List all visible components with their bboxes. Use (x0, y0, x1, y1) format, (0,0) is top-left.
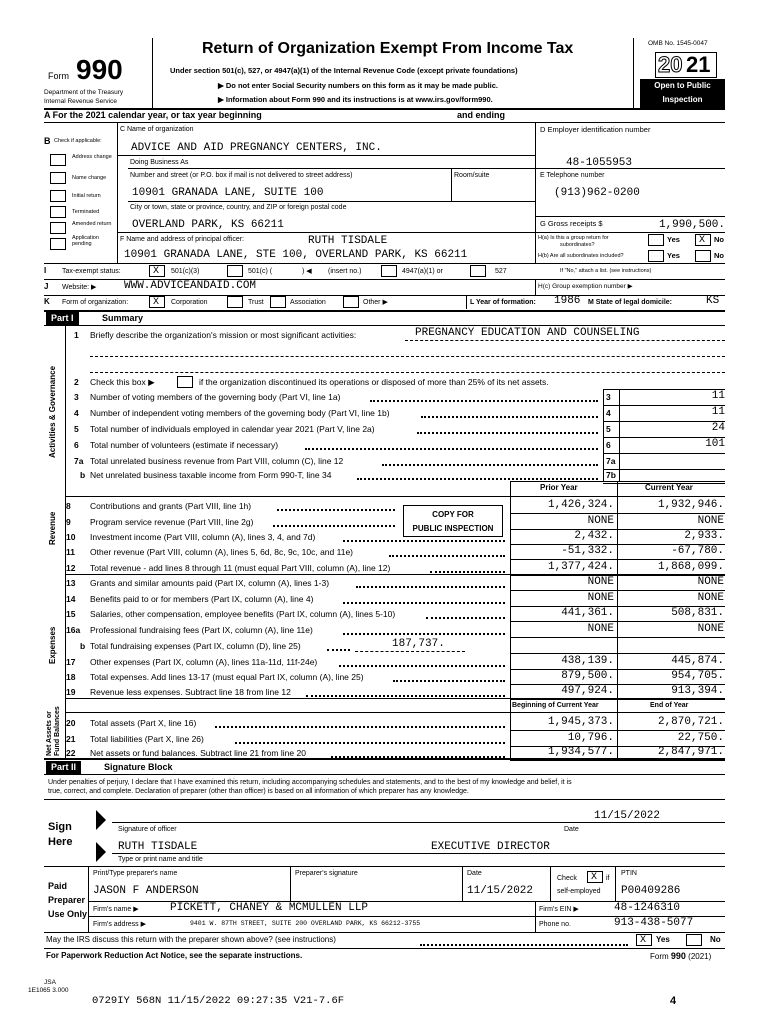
prior-year-value: 497,924. (561, 685, 614, 697)
checkbox-501c3[interactable]: X (149, 265, 165, 277)
current-year-value: 508,831. (671, 607, 724, 619)
gov-line-number: 7a (74, 456, 84, 466)
dot-leader (327, 649, 350, 651)
current-year-value: NONE (697, 515, 724, 527)
checkbox-501c[interactable] (227, 265, 243, 277)
form-subtitle: Under section 501(c), 527, or 4947(a)(1) of the Internal Revenue Code (except private foundations) (170, 66, 518, 75)
col-beginning-year: Beginning of Current Year (512, 702, 599, 709)
gov-ref: 5 (606, 424, 611, 434)
gov-ref: 4 (606, 408, 611, 418)
gov-line-text: Total number of individuals employed in calendar year 2021 (Part V, line 2a) (90, 424, 375, 434)
line-text: Program service revenue (Part VIII, line 2g) (90, 517, 254, 527)
row-rule (510, 637, 725, 638)
checkbox-association[interactable] (270, 296, 286, 308)
gov-line-number: b (80, 470, 86, 480)
row-rule (510, 559, 725, 560)
row-rule (603, 405, 725, 406)
telephone: (913)962-0200 (554, 187, 640, 199)
gov-line-text: Net unrelated business taxable income from Form 990-T, line 34 (90, 470, 332, 480)
checkbox-initial-return[interactable] (50, 190, 66, 202)
line-number: 10 (66, 532, 76, 542)
dot-leader (417, 432, 598, 434)
dot-leader (306, 695, 505, 697)
checkbox-address-change[interactable] (50, 154, 66, 166)
form-number: 990 (76, 54, 123, 85)
dept-treasury: Department of the Treasury (44, 89, 124, 96)
part-1-title: Summary (102, 313, 144, 323)
prior-year-value: 441,361. (561, 607, 614, 619)
prior-year-value: 2,432. (574, 530, 614, 542)
line-number: 11 (66, 547, 75, 557)
prior-year-value: NONE (587, 576, 614, 588)
inspection: Inspection (662, 95, 703, 104)
line-a: A For the 2021 calendar year, or tax year beginning (44, 110, 262, 120)
line-text: Total fundraising expenses (Part IX, column (D), line 25) (90, 641, 301, 651)
firm-address: 9401 W. 87TH STREET, SUITE 200 OVERLAND PARK, KS 66212-3755 (190, 920, 421, 927)
preparer-date: 11/15/2022 (467, 885, 534, 897)
checkbox-discuss-no[interactable] (686, 934, 702, 946)
current-year-value: 913,394. (671, 685, 724, 697)
line-number: 20 (66, 718, 76, 728)
line-text: Benefits paid to or for members (Part IX, column (A), line 4) (90, 594, 314, 604)
prior-year-value: 10,796. (567, 732, 614, 744)
current-year-value: -67,780. (671, 545, 724, 557)
print-stamp: 0729IY 568N 11/15/2022 09:27:35 V21-7.6F (92, 995, 345, 1007)
line-number: 17 (66, 657, 76, 667)
row-rule (603, 469, 725, 470)
dot-leader (382, 464, 598, 466)
dot-leader (273, 525, 395, 527)
preparer-ptin: P00409286 (621, 885, 681, 897)
checkbox-discontinued[interactable] (177, 376, 193, 388)
row-rule (510, 699, 725, 700)
gov-line-text: Number of voting members of the governing body (Part VI, line 1a) (90, 392, 341, 402)
dot-leader (277, 509, 395, 511)
form-footer: Form 990 (2021) (650, 951, 712, 961)
current-year-value: NONE (697, 592, 724, 604)
row-rule (510, 653, 725, 654)
gross-receipts: 1,990,500. (658, 219, 725, 231)
page-number: 4 (670, 995, 677, 1007)
current-year-value: 445,874. (671, 655, 724, 667)
gov-value: 11 (711, 390, 725, 402)
row-rule (603, 421, 725, 422)
side-label-net-assets: Net Assets or Fund Balances (46, 706, 61, 756)
col-prior-year: Prior Year (540, 483, 578, 492)
ein: 48-1055953 (566, 157, 633, 169)
omb-number: OMB No. 1545-0047 (648, 40, 708, 47)
notice-ssn: ▶ Do not enter Social Security numbers on this form as it may be made public. (218, 81, 499, 90)
officer-title: EXECUTIVE DIRECTOR (431, 841, 550, 853)
gov-ref: 7a (606, 456, 616, 466)
officer-address: 10901 GRANADA LANE, STE 100, OVERLAND PARK, KS 66211 (124, 249, 468, 261)
line-number: 14 (66, 594, 76, 604)
line-text: Revenue less expenses. Subtract line 18 from line 12 (90, 687, 291, 697)
col-rule (619, 389, 620, 481)
line-text: Grants and similar amounts paid (Part IX, column (A), lines 1-3) (90, 578, 330, 588)
current-year-value: 1,932,946. (657, 499, 724, 511)
dot-leader (393, 680, 505, 682)
dot-leader (305, 448, 598, 450)
prior-year-value: 1,377,424. (547, 561, 614, 573)
row-rule (510, 590, 725, 591)
prior-year-value: 438,139. (561, 655, 614, 667)
dot-leader (343, 602, 505, 604)
row-rule (510, 730, 725, 731)
line-text: Investment income (Part VIII, column (A), lines 3, 4, and 7d) (90, 532, 316, 542)
gov-line-text: Total number of volunteers (estimate if necessary) (90, 440, 279, 450)
dot-leader (215, 726, 506, 728)
row-rule (603, 453, 725, 454)
line-number: 16a (66, 625, 81, 635)
form-title: Return of Organization Exempt From Income Tax (202, 40, 574, 57)
year-of-formation: 1986 (554, 295, 581, 307)
line-number: 21 (66, 734, 76, 744)
part-2-title: Signature Block (104, 762, 173, 772)
dot-leader (389, 555, 505, 557)
prior-year-value: NONE (587, 592, 614, 604)
org-city: OVERLAND PARK, KS 66211 (132, 219, 284, 231)
dot-leader (421, 416, 598, 418)
open-to-public: Open to Public (654, 81, 711, 90)
gov-line-number: 4 (74, 408, 79, 418)
dot-leader (235, 742, 505, 744)
row-rule (510, 575, 725, 576)
prior-year-value: 1,934,577. (547, 746, 614, 758)
label-org-name: C Name of organization (120, 126, 194, 133)
prior-year-value: NONE (587, 515, 614, 527)
gov-line-text: Total unrelated business revenue from Part VIII, column (C), line 12 (90, 456, 344, 466)
prior-year-value: 1,945,373. (547, 716, 614, 728)
side-label-governance: Activities & Governance (48, 365, 57, 458)
fundraising-expenses: 187,737. (392, 638, 445, 650)
gov-ref: 7b (606, 470, 616, 480)
line-text: Other revenue (Part VIII, column (A), lines 5, 6d, 8c, 9c, 10c, and 11e) (90, 547, 353, 557)
dot-leader (426, 617, 505, 619)
current-year-value: NONE (697, 623, 724, 635)
paperwork-notice: For Paperwork Reduction Act Notice, see the separate instructions. (46, 951, 303, 960)
ha-no-box[interactable]: X (695, 234, 711, 246)
dot-leader (357, 478, 598, 480)
org-name: ADVICE AND AID PREGNANCY CENTERS, INC. (131, 142, 382, 154)
prior-year-value: -51,332. (561, 545, 614, 557)
line-text: Other expenses (Part IX, column (A), lines 11a-11d, 11f-24e) (90, 657, 318, 667)
org-street: 10901 GRANADA LANE, SUITE 100 (132, 187, 324, 199)
side-label-expenses: Expenses (48, 626, 57, 664)
signature-date: 11/15/2022 (594, 810, 661, 822)
principal-officer: RUTH TISDALE (308, 235, 388, 247)
col-end-year: End of Year (650, 702, 689, 709)
current-year-value: 2,847,971. (657, 746, 724, 758)
checkbox-amended-return[interactable] (50, 222, 66, 234)
line-text: Net assets or fund balances. Subtract line 21 from line 20 (90, 748, 306, 758)
dot-leader (343, 633, 505, 635)
checkbox-527[interactable] (470, 265, 486, 277)
line-number: b (80, 641, 86, 651)
line-number: 8 (66, 501, 71, 511)
officer-name: RUTH TISDALE (118, 841, 198, 853)
state-domicile: KS (706, 295, 720, 307)
line-number: 12 (66, 563, 76, 573)
gov-line-number: 3 (74, 392, 79, 402)
line-text: Total assets (Part X, line 16) (90, 718, 197, 728)
irs-label: Internal Revenue Service (44, 98, 117, 105)
notice-info: ▶ Information about Form 990 and its instructions is at www.irs.gov/form990. (218, 95, 493, 104)
line-text: Salaries, other compensation, employee benefits (Part IX, column (A), lines 5-10) (90, 609, 396, 619)
firm-name: PICKETT, CHANEY & MCMULLEN LLP (170, 902, 369, 914)
row-rule (510, 760, 725, 761)
gov-ref: 6 (606, 440, 611, 450)
side-label-revenue: Revenue (48, 511, 57, 545)
line-number: 18 (66, 672, 76, 682)
checkbox-other[interactable] (343, 296, 359, 308)
checkbox-terminated[interactable] (50, 206, 66, 218)
line-text: Contributions and grants (Part VIII, line 1h) (90, 501, 252, 511)
current-year-value: 2,870,721. (657, 716, 724, 728)
dot-leader (370, 400, 599, 402)
dot-leader (343, 540, 505, 542)
firm-ein: 48-1246310 (614, 902, 681, 914)
prior-year-value: 1,426,324. (547, 499, 614, 511)
checkbox-application-pending[interactable] (50, 238, 66, 250)
checkbox-self-employed[interactable]: X (587, 871, 603, 883)
current-year-value: 1,868,099. (657, 561, 724, 573)
tax-year: 20 21 (655, 52, 717, 78)
line-number: 19 (66, 687, 76, 697)
row-rule (510, 513, 725, 514)
line-number: 15 (66, 609, 76, 619)
col-rule (603, 389, 604, 481)
preparer-name: JASON F ANDERSON (93, 885, 199, 897)
current-year-value: 2,933. (684, 530, 724, 542)
line-number: 22 (66, 748, 76, 758)
line-text: Total expenses. Add lines 13-17 (must equal Part IX, column (A), line 25) (90, 672, 364, 682)
gov-line-text: Number of independent voting members of the governing body (Part VI, line 1b) (90, 408, 390, 418)
current-year-value: 954,705. (671, 670, 724, 682)
checkbox-corporation[interactable]: X (149, 296, 165, 308)
dot-leader (430, 571, 505, 573)
hb-no-box[interactable] (695, 250, 711, 262)
gov-ref: 3 (606, 392, 611, 402)
checkbox-name-change[interactable] (50, 172, 66, 184)
line-text: Total liabilities (Part X, line 26) (90, 734, 204, 744)
gov-value: 24 (711, 422, 725, 434)
row-rule (510, 621, 725, 622)
line-text: Professional fundraising fees (Part IX, column (A), line 11e) (90, 625, 313, 635)
checkbox-4947[interactable] (381, 265, 397, 277)
dot-leader (356, 586, 505, 588)
checkbox-discuss-yes[interactable]: X (636, 934, 652, 946)
gov-value: 11 (711, 406, 725, 418)
form-label: Form (48, 71, 69, 81)
gov-line-number: 5 (74, 424, 79, 434)
prior-year-value: 879,500. (561, 670, 614, 682)
website[interactable]: WWW.ADVICEANDAID.COM (124, 280, 257, 292)
line-text: Total revenue - add lines 8 through 11 (must equal Part VIII, column (A), line 12) (90, 563, 391, 573)
gov-line-number: 6 (74, 440, 79, 450)
firm-phone: 913-438-5077 (614, 917, 694, 929)
hb-yes-box[interactable] (648, 250, 664, 262)
line-number: 9 (66, 517, 71, 527)
current-year-value: 22,750. (677, 732, 724, 744)
dot-leader (339, 665, 505, 667)
part-2-tag: Part II (46, 761, 81, 774)
checkbox-trust[interactable] (227, 296, 243, 308)
part-1-tag: Part I (46, 312, 79, 325)
current-year-value: NONE (697, 576, 724, 588)
prior-year-value: NONE (587, 623, 614, 635)
ha-yes-box[interactable] (648, 234, 664, 246)
gov-value: 101 (705, 438, 725, 450)
col-current-year: Current Year (645, 483, 693, 492)
mission: PREGNANCY EDUCATION AND COUNSELING (415, 327, 640, 339)
copy-for-public-stamp: COPY FOR PUBLIC INSPECTION (403, 505, 503, 537)
line-number: 13 (66, 578, 76, 588)
and-ending: and ending (457, 110, 505, 120)
